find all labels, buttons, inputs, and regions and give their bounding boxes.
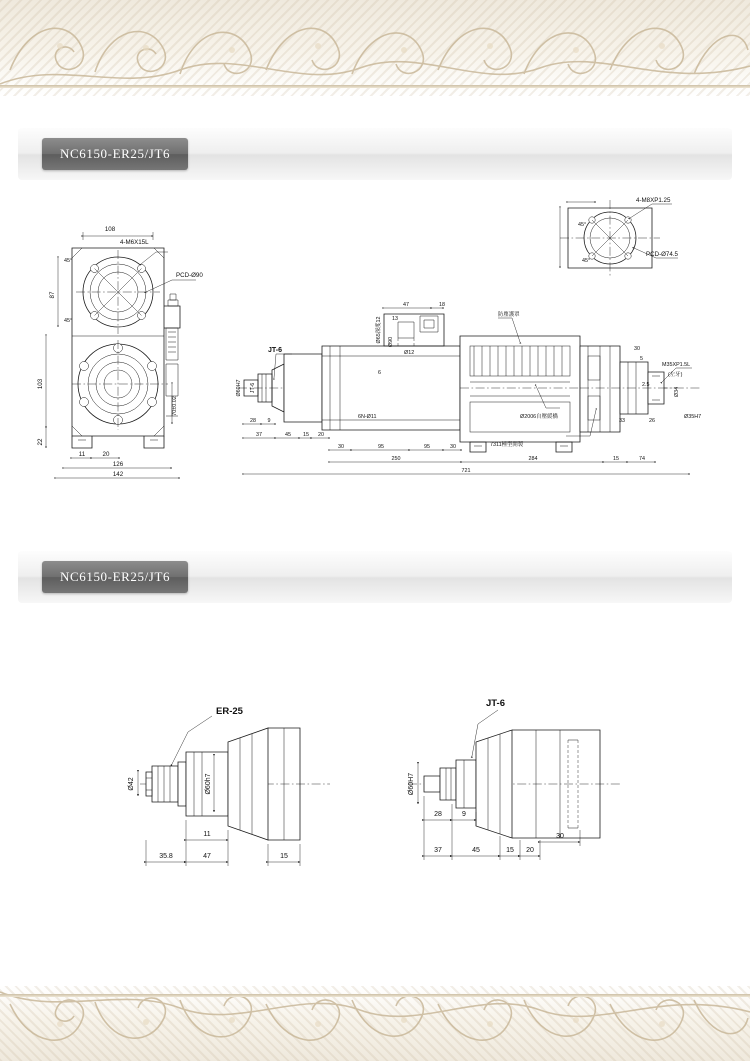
dim-9: 9 — [267, 418, 271, 424]
dim-37-right: 37 — [434, 847, 442, 854]
dim-15b: 15 — [613, 456, 619, 462]
dim-6: 6 — [378, 370, 381, 376]
dim-142: 142 — [112, 471, 124, 478]
note-rear-bearing: 7311極型開製 — [490, 442, 524, 448]
dim-108: 108 — [104, 226, 116, 233]
dim-30-right: 30 — [634, 346, 640, 352]
dim-11: 11 — [78, 451, 86, 458]
dim-284: 284 — [528, 456, 538, 462]
dim-45: 45 — [285, 432, 291, 438]
dim-5-right: 5 — [640, 356, 643, 362]
dim-95b: 95 — [424, 444, 430, 450]
note-thread-lh: (左牙) — [668, 372, 683, 378]
dim-30b: 30 — [450, 444, 456, 450]
dim-250: 250 — [391, 456, 401, 462]
label-dia-90: Ø90 — [388, 336, 394, 348]
dim-74: 74 — [639, 456, 645, 462]
dim-30a: 30 — [338, 444, 344, 450]
section-header-2 — [0, 551, 750, 603]
dim-2-5-right: 2.5 — [642, 382, 650, 388]
note-6n-d11: 6N-Ø11 — [358, 414, 377, 420]
dim-15-right: 15 — [506, 847, 514, 854]
flange-angle-b: 45° — [582, 258, 591, 264]
section-title-1: NC6150-ER25/JT6 — [42, 138, 188, 170]
label-er25-title: ER-25 — [216, 706, 243, 717]
decorative-footer-band — [0, 986, 750, 1061]
ornament-rule-top — [0, 85, 750, 88]
flange-angle-a: 45° — [578, 222, 587, 228]
note-pcd-90: PCD-Ø90 — [176, 272, 203, 279]
section-view-group — [236, 302, 701, 474]
flange-detail-view — [560, 197, 679, 276]
dim-22: 22 — [37, 438, 44, 446]
note-thread-m35: M35XP1.5L — [662, 362, 691, 368]
note-pcd-745: PCD-Ø74.5 — [646, 251, 678, 258]
dim-95a: 95 — [378, 444, 384, 450]
dim-30-right-bottom: 30 — [556, 833, 564, 840]
dim-15: 15 — [303, 432, 309, 438]
dim-37: 37 — [256, 432, 262, 438]
note-bearing: Ø2006自壓緩橋 — [520, 414, 558, 420]
label-dia-60h7-side: Ø60H7 — [236, 379, 242, 397]
angle-45-b: 45° — [64, 318, 73, 324]
dim-28-right: 28 — [434, 811, 442, 818]
dim-70-tol: 70±0.02 — [172, 396, 178, 416]
dim-721: 721 — [461, 468, 471, 474]
note-bolt-4m8: 4-M8XP1.25 — [636, 197, 671, 204]
detail-jt6-group — [408, 698, 620, 860]
label-dia-35h7: Ø35H7 — [684, 414, 702, 420]
front-view-group — [37, 226, 203, 478]
label-jt6-title-bottom: JT-6 — [486, 698, 506, 709]
label-jt6-title: JT-6 — [268, 347, 283, 354]
dim-47-top: 47 — [403, 302, 409, 308]
label-dia-42: Ø42 — [128, 777, 135, 791]
dim-126: 126 — [112, 461, 124, 468]
dim-47-left: 47 — [203, 853, 211, 860]
label-dia-12: Ø12 — [404, 350, 415, 356]
label-dia-60h7-left: Ø60h7 — [205, 773, 212, 795]
label-dia-65-depth: Ø65深度12 — [376, 316, 382, 344]
ornament-rule-bottom — [0, 994, 750, 997]
ornament-scrollwork-top — [0, 0, 750, 96]
dim-33: 33 — [619, 418, 625, 424]
dim-103: 103 — [37, 378, 44, 390]
dim-15-left: 15 — [280, 853, 288, 860]
dim-26: 26 — [649, 418, 655, 424]
dim-13: 13 — [392, 316, 398, 322]
section-title-2: NC6150-ER25/JT6 — [42, 561, 188, 593]
dim-9-right: 9 — [462, 811, 466, 818]
label-dia-60h7-right: Ø60H7 — [408, 772, 415, 796]
dim-20: 20 — [102, 451, 110, 458]
note-dust-cover: 防塵護罩 — [498, 312, 520, 318]
dim-87: 87 — [49, 291, 56, 299]
dim-45-right: 45 — [472, 847, 480, 854]
angle-45-a: 45° — [64, 258, 73, 264]
detail-er25-group — [128, 706, 330, 866]
ornament-scrollwork-bottom — [0, 986, 750, 1061]
dim-35-8: 35.8 — [159, 853, 173, 860]
technical-drawing-bottom — [0, 680, 750, 910]
section-header-1 — [0, 128, 750, 180]
dim-28: 28 — [250, 418, 256, 424]
label-dia-34: Ø34 — [674, 386, 680, 398]
dim-20: 20 — [318, 432, 324, 438]
label-jt6-ref: JT-6 — [250, 382, 256, 394]
technical-drawing-top — [0, 196, 750, 516]
decorative-header-band — [0, 0, 750, 96]
dim-20-right: 20 — [526, 847, 534, 854]
dim-11-left: 11 — [203, 831, 211, 838]
dim-18-top: 18 — [439, 302, 445, 308]
note-bolt-4m6: 4-M6X15L — [120, 239, 149, 246]
